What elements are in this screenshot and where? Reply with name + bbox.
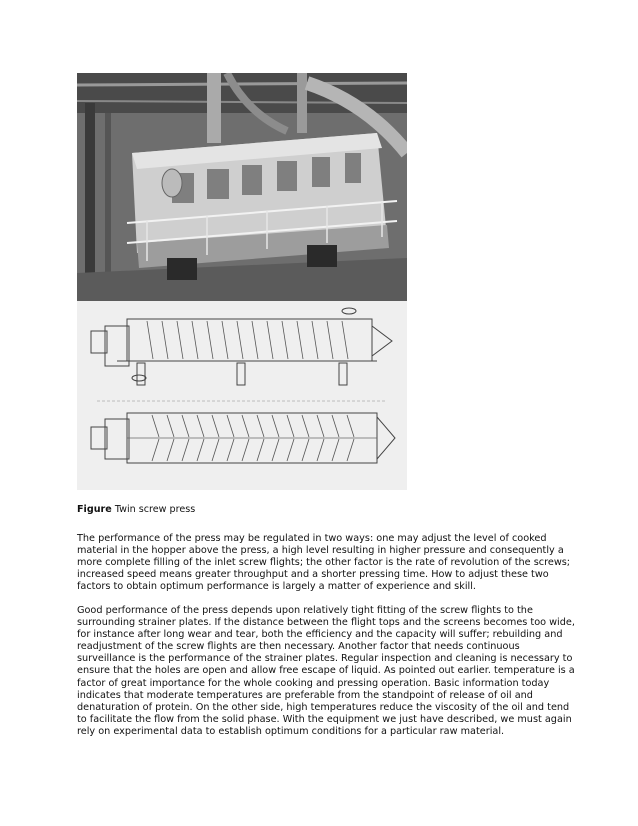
paragraph-1 [77, 533, 571, 593]
paragraph-line: Good performance of the press depends upon relatively tight fitting of the screw flights to the [77, 605, 533, 616]
press-drawing [77, 301, 407, 490]
paragraph-line: factor of great importance for the whole cooking and pressing operation. Basic information today [77, 677, 550, 689]
caption-label: Figure [77, 504, 112, 515]
figure [77, 73, 407, 490]
paragraph-line: to facilitate the flow from the solid phase. With the equipment we just have described, we must again [77, 713, 572, 725]
paragraph-line: ensure that the holes are open and allow free escape of liquid. As pointed out earlier. temperature is a [77, 665, 575, 677]
paragraph-line: surrounding strainer plates. If the distance between the flight tops and the screens becomes too wide, [77, 617, 575, 629]
figure-caption [77, 504, 195, 515]
paragraph-line: indicates that moderate temperatures are preferable from the standpoint of release of oil and [77, 689, 533, 701]
paragraph-line: material in the hopper above the press, a high level resulting in higher pressure and consequently a [77, 545, 564, 557]
paragraph-2 [77, 605, 575, 738]
caption-text: Twin screw press [114, 504, 196, 515]
paragraph-line: rely on experimental data to establish optimum conditions for a particular raw material. [77, 725, 505, 737]
paragraph-line: denaturation of protein. On the other side, high temperatures reduce the viscosity of the oil and tend [77, 701, 570, 713]
paragraph-line: factors to obtain optimum performance is largely a matter of experience and skill. [77, 581, 476, 593]
paragraph-line: readjustment of the screw flights are then necessary. Another factor that needs continuous [77, 641, 520, 653]
paragraph-line: for instance after long wear and tear, both the efficiency and the capacity will suffer; rebuilding and [77, 629, 563, 641]
paragraph-line: surveillance is the performance of the strainer plates. Regular inspection and cleaning is necessary to [77, 653, 573, 665]
paragraph-line: The performance of the press may be regulated in two ways: one may adjust the level of cooked [77, 533, 547, 544]
paragraph-line: more complete filling of the inlet screw flights; the other factor is the rate of revolution of the screws; [77, 557, 571, 569]
paragraph-line: increased speed means greater throughput and a shorter pressing time. How to adjust these two [77, 569, 549, 581]
press-photo [77, 73, 407, 301]
